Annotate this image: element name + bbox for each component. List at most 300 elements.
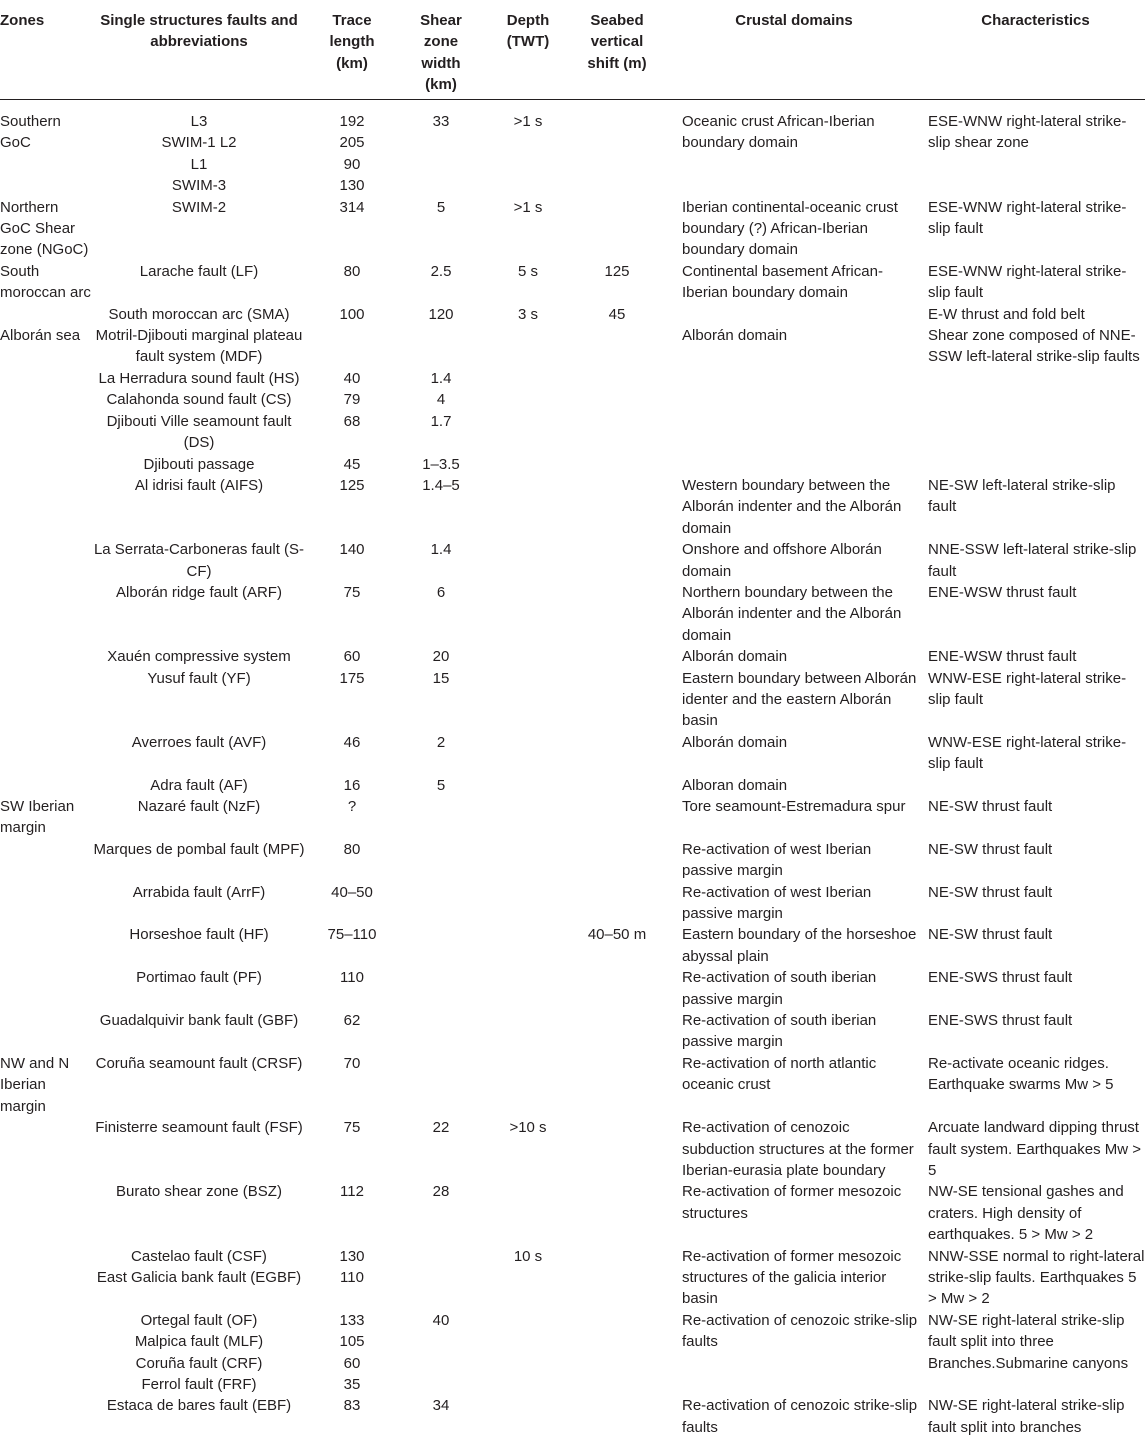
- crustal-cell: Onshore and offshore Alborán domain: [682, 541, 882, 580]
- shear-cell: 28: [432, 1183, 450, 1201]
- crustal-cell: Eastern boundary of the horseshoe abyssal plain: [682, 926, 917, 965]
- trace-cell-line: 192: [339, 113, 365, 130]
- zone-cell: NW and N Iberian margin: [0, 1054, 70, 1115]
- trace-cell: [306, 1117, 398, 1181]
- trace-cell-line: 35: [343, 1375, 361, 1393]
- structure-cell-line: Burato shear zone (BSZ): [116, 1183, 282, 1201]
- structure-cell: [92, 775, 306, 796]
- depth-cell: [484, 389, 572, 410]
- table-row: [0, 389, 1145, 410]
- structure-cell-line: L1: [190, 155, 208, 173]
- header-shear: Shear zone width (km): [420, 12, 462, 94]
- trace-cell-line: 68: [343, 412, 361, 430]
- structure-cell: [92, 796, 306, 839]
- structure-cell: [92, 261, 306, 304]
- shear-cell: 4: [436, 391, 446, 409]
- zone-cell: Southern GoC: [0, 113, 61, 152]
- characteristics-cell: [926, 454, 1145, 475]
- header-depth: Depth (TWT): [506, 12, 550, 51]
- structure-cell-line: Guadalquivir bank fault (GBF): [99, 1012, 299, 1030]
- seabed-cell: [572, 539, 662, 582]
- depth-cell: [484, 325, 572, 368]
- crustal-cell: Re-activation of north atlantic oceanic crust: [682, 1054, 877, 1094]
- structure-cell-line: Nazaré fault (NzF): [137, 798, 261, 815]
- zone-cell: [0, 475, 92, 539]
- shear-cell: [398, 924, 484, 967]
- shear-cell: [398, 1246, 484, 1310]
- crustal-cell: Re-activation of south iberian passive margin: [682, 1012, 877, 1051]
- seabed-cell: [572, 1246, 662, 1310]
- table-row: [0, 368, 1145, 389]
- characteristics-cell: NNE-SSW left-lateral strike-slip fault: [928, 541, 1137, 580]
- structure-cell-line: Alborán ridge fault (ARF): [116, 583, 282, 601]
- shear-cell: 15: [432, 669, 450, 687]
- trace-cell-line: 175: [339, 669, 365, 687]
- crustal-cell: [662, 411, 926, 454]
- depth-cell: [484, 539, 572, 582]
- trace-cell-line: 46: [343, 733, 361, 751]
- depth-cell: [484, 839, 572, 882]
- structure-cell-line: Calahonda sound fault (CS): [106, 391, 292, 409]
- structure-cell: [92, 582, 306, 646]
- table-row: [0, 1053, 1145, 1117]
- structure-cell: [92, 882, 306, 925]
- characteristics-cell: ESE-WNW right-lateral strike-slip fault: [928, 198, 1127, 238]
- depth-cell: [484, 1053, 572, 1117]
- crustal-cell: Oceanic crust African-Iberian boundary domain: [682, 113, 875, 152]
- trace-cell: [306, 1395, 398, 1438]
- crustal-cell: Re-activation of south iberian passive margin: [682, 969, 877, 1008]
- trace-cell-line: 62: [343, 1012, 361, 1030]
- seabed-cell: [572, 839, 662, 882]
- characteristics-cell: NNW-SSE normal to right-lateral strike-slip faults. Earthquakes 5 > Mw > 2: [928, 1247, 1145, 1308]
- trace-cell: [306, 839, 398, 882]
- characteristics-cell: NW-SE tensional gashes and craters. High density of earthquakes. 5 > Mw > 2: [928, 1183, 1124, 1244]
- shear-cell: [398, 1010, 484, 1053]
- shear-cell: [398, 839, 484, 882]
- characteristics-cell: NW-SE right-lateral strike-slip fault split into three Branches.Submarine canyons: [928, 1311, 1129, 1372]
- trace-cell-line: 314: [339, 198, 365, 216]
- characteristics-cell: ESE-WNW right-lateral strike-slip shear zone: [928, 113, 1127, 152]
- seabed-cell: [572, 882, 662, 925]
- structure-cell: [92, 668, 306, 732]
- table-row: [0, 304, 1145, 325]
- structure-cell-line: Ortegal fault (OF): [140, 1311, 258, 1329]
- trace-cell-line: 100: [339, 305, 365, 323]
- trace-cell-line: 80: [343, 262, 361, 280]
- crustal-cell: Western boundary between the Alborán indenter and the Alborán domain: [682, 476, 902, 537]
- structure-cell-line: Larache fault (LF): [139, 262, 259, 280]
- trace-cell-line: 83: [343, 1397, 361, 1415]
- shear-cell: [398, 325, 484, 368]
- crustal-cell: Re-activation of west Iberian passive margin: [682, 840, 872, 880]
- crustal-cell: [662, 454, 926, 475]
- zone-cell: Northern GoC Shear zone (NGoC): [0, 198, 89, 259]
- trace-cell-line: 79: [343, 391, 361, 409]
- table-row: [0, 839, 1145, 882]
- crustal-cell: Alborán domain: [682, 648, 788, 666]
- table-row: [0, 582, 1145, 646]
- shear-cell: 22: [432, 1119, 450, 1137]
- zone-cell: [0, 967, 92, 1010]
- shear-cell: 120: [428, 305, 454, 323]
- structure-cell: [92, 111, 306, 197]
- structure-cell: [92, 1053, 306, 1117]
- trace-cell-line: 75: [343, 583, 361, 601]
- characteristics-cell: WNW-ESE right-lateral strike-slip fault: [928, 669, 1127, 708]
- trace-cell-line: 70: [343, 1054, 361, 1072]
- table-row: [0, 1010, 1145, 1053]
- crustal-cell: [662, 304, 926, 325]
- table-row: [0, 411, 1145, 454]
- depth-cell: [484, 732, 572, 775]
- zone-cell: [0, 539, 92, 582]
- structure-cell-line: Portimao fault (PF): [136, 969, 262, 987]
- zone-cell: [0, 775, 92, 796]
- structure-cell: [92, 304, 306, 325]
- shear-cell: 2.5: [430, 262, 452, 280]
- structure-cell: [92, 1117, 306, 1181]
- shear-cell: [398, 882, 484, 925]
- shear-cell: 1.4: [430, 541, 452, 559]
- structure-cell-line: L3: [190, 113, 208, 130]
- shear-cell: [398, 796, 484, 839]
- zone-cell: [0, 839, 92, 882]
- structure-cell-line: Xauén compressive system: [107, 648, 291, 666]
- trace-cell-line: 16: [343, 776, 361, 794]
- shear-cell: 34: [432, 1397, 450, 1415]
- crustal-cell: Re-activation of former mesozoic structures of the galicia interior basin: [682, 1247, 902, 1308]
- seabed-cell: [572, 668, 662, 732]
- seabed-cell: [572, 1181, 662, 1245]
- table-row: [0, 967, 1145, 1010]
- shear-cell: 6: [436, 583, 446, 601]
- shear-cell: 40: [432, 1311, 450, 1329]
- characteristics-cell: NW-SE right-lateral strike-slip fault split into branches: [928, 1397, 1125, 1436]
- structure-cell-line: Coruña fault (CRF): [135, 1354, 263, 1372]
- zone-cell: [0, 1117, 92, 1181]
- seabed-cell: [572, 111, 662, 197]
- trace-cell-line: 60: [343, 648, 361, 666]
- seabed-cell: [572, 475, 662, 539]
- zone-cell: [0, 882, 92, 925]
- header-characteristics: Characteristics: [981, 12, 1090, 29]
- structure-cell: [92, 197, 306, 261]
- table-row: [0, 882, 1145, 925]
- header-trace: Trace length (km): [329, 12, 375, 72]
- table-row: [0, 261, 1145, 304]
- trace-cell: [306, 1310, 398, 1396]
- depth-cell: [484, 454, 572, 475]
- crustal-cell: Alboran domain: [682, 776, 788, 794]
- structure-cell-line: Djibouti Ville seamount fault (DS): [106, 412, 292, 452]
- trace-cell-line: 75: [343, 1119, 361, 1137]
- characteristics-cell: NE-SW thrust fault: [928, 926, 1053, 944]
- table-row: [0, 1246, 1145, 1310]
- zone-cell: [0, 1395, 92, 1438]
- trace-cell-line: 40–50: [331, 883, 373, 901]
- header-row: [0, 0, 1145, 98]
- trace-cell: [306, 411, 398, 454]
- crustal-cell: Alborán domain: [682, 733, 788, 751]
- structure-cell-line: Coruña seamount fault (CRSF): [95, 1054, 303, 1072]
- trace-cell-line: 140: [339, 541, 365, 559]
- structure-cell: [92, 1395, 306, 1438]
- zone-cell: South moroccan arc: [0, 262, 91, 302]
- shear-cell: 1.7: [430, 412, 452, 430]
- trace-cell: [306, 646, 398, 667]
- shear-cell: 33: [432, 113, 450, 130]
- seabed-cell: [572, 1395, 662, 1438]
- trace-cell-line: 60: [343, 1354, 361, 1372]
- seabed-cell: [572, 368, 662, 389]
- trace-cell: [306, 796, 398, 839]
- crustal-cell: Alborán domain: [682, 327, 788, 345]
- crustal-cell: Re-activation of former mesozoic structures: [682, 1183, 902, 1222]
- trace-cell-line: 125: [339, 476, 365, 494]
- structure-cell: [92, 839, 306, 882]
- depth-cell: >1 s: [513, 198, 543, 216]
- zone-cell: [0, 646, 92, 667]
- table-row: [0, 646, 1145, 667]
- seabed-cell: [572, 775, 662, 796]
- table-row: [0, 796, 1145, 839]
- seabed-cell: [572, 646, 662, 667]
- characteristics-cell: ESE-WNW right-lateral strike-slip fault: [928, 262, 1127, 302]
- depth-cell: [484, 924, 572, 967]
- zone-cell: [0, 668, 92, 732]
- crustal-cell: [662, 368, 926, 389]
- structure-cell-line: Finisterre seamount fault (FSF): [95, 1119, 303, 1137]
- characteristics-cell: NE-SW thrust fault: [928, 883, 1053, 901]
- structure-cell-line: Estaca de bares fault (EBF): [106, 1397, 292, 1415]
- trace-cell: [306, 368, 398, 389]
- characteristics-cell: NE-SW thrust fault: [928, 798, 1053, 815]
- zone-cell: [0, 1181, 92, 1245]
- structure-cell: [92, 539, 306, 582]
- trace-cell: [306, 325, 398, 368]
- structure-cell-line: Adra fault (AF): [150, 776, 248, 794]
- trace-cell: [306, 1010, 398, 1053]
- shear-cell: 1–3.5: [422, 455, 460, 473]
- zone-cell: SW Iberian margin: [0, 798, 75, 837]
- depth-cell: [484, 582, 572, 646]
- depth-cell: 10 s: [513, 1247, 543, 1265]
- trace-cell: [306, 261, 398, 304]
- zone-cell: [0, 1310, 92, 1396]
- structure-cell-line: La Herradura sound fault (HS): [98, 369, 300, 387]
- seabed-cell: [572, 732, 662, 775]
- trace-cell: [306, 475, 398, 539]
- depth-cell: [484, 646, 572, 667]
- characteristics-cell: [926, 775, 1145, 796]
- trace-cell-line: 133: [339, 1311, 365, 1329]
- crustal-cell: [662, 389, 926, 410]
- zone-cell: [0, 732, 92, 775]
- structure-cell-line: SWIM-2: [171, 198, 227, 216]
- trace-cell-line: 45: [343, 455, 361, 473]
- depth-cell: [484, 411, 572, 454]
- structure-cell-line: SWIM-1 L2: [161, 134, 237, 152]
- structure-cell-line: Castelao fault (CSF): [131, 1247, 267, 1265]
- shear-cell: 20: [432, 648, 450, 666]
- shear-cell: 1.4–5: [422, 476, 460, 494]
- seabed-cell: [572, 796, 662, 839]
- structure-cell: [92, 732, 306, 775]
- structure-cell-line: SWIM-3: [171, 177, 227, 195]
- header-zones: Zones: [0, 12, 45, 29]
- seabed-cell: [572, 1053, 662, 1117]
- structure-cell-line: Marques de pombal fault (MPF): [93, 840, 305, 858]
- trace-cell: [306, 304, 398, 325]
- seabed-cell: [572, 389, 662, 410]
- trace-cell-line: 110: [340, 1268, 364, 1286]
- depth-cell: [484, 775, 572, 796]
- depth-cell: >1 s: [513, 113, 543, 130]
- structure-cell-line: Al idrisi fault (AIFS): [134, 476, 264, 494]
- structure-cell-line: East Galicia bank fault (EGBF): [96, 1268, 302, 1286]
- trace-cell-line: 90: [343, 155, 361, 173]
- zone-cell: [0, 924, 92, 967]
- table-row: [0, 668, 1145, 732]
- depth-cell: >10 s: [509, 1119, 547, 1137]
- shear-cell: 1.4: [430, 369, 452, 387]
- zone-cell: [0, 304, 92, 325]
- crustal-cell: Re-activation of cenozoic subduction structures at the former Iberian-eurasia plate boundary: [682, 1119, 914, 1179]
- zone-cell: [0, 1010, 92, 1053]
- crustal-cell: Eastern boundary between Alborán identer and the eastern Alborán basin: [682, 669, 917, 730]
- header-structures: Single structures faults and abbreviations: [100, 12, 298, 51]
- depth-cell: [484, 368, 572, 389]
- depth-cell: [484, 1010, 572, 1053]
- characteristics-cell: Re-activate oceanic ridges. Earthquake swarms Mw > 5: [928, 1054, 1114, 1094]
- table-row: [0, 475, 1145, 539]
- structure-cell: [92, 1310, 306, 1396]
- structure-cell: [92, 1246, 306, 1310]
- depth-cell: 3 s: [517, 305, 538, 323]
- seabed-cell: [572, 1117, 662, 1181]
- shear-cell: [398, 967, 484, 1010]
- structure-cell: [92, 411, 306, 454]
- table-row: [0, 197, 1145, 261]
- trace-cell-line: 40: [343, 369, 361, 387]
- characteristics-cell: NE-SW left-lateral strike-slip fault: [928, 476, 1116, 516]
- table-row: [0, 732, 1145, 775]
- seabed-cell: 40–50 m: [587, 926, 647, 944]
- seabed-cell: 45: [608, 305, 626, 323]
- shear-cell: 5: [436, 198, 446, 216]
- table-row: [0, 454, 1145, 475]
- structure-cell: [92, 475, 306, 539]
- characteristics-cell: ENE-SWS thrust fault: [928, 969, 1073, 987]
- seabed-cell: [572, 1310, 662, 1396]
- depth-cell: [484, 668, 572, 732]
- zone-cell: [0, 1246, 92, 1310]
- structure-cell: [92, 1010, 306, 1053]
- seabed-cell: [572, 1010, 662, 1053]
- seabed-cell: [572, 967, 662, 1010]
- characteristics-cell: WNW-ESE right-lateral strike-slip fault: [928, 733, 1127, 773]
- zone-cell: [0, 582, 92, 646]
- depth-cell: 5 s: [517, 262, 538, 280]
- structure-cell-line: Arrabida fault (ArrF): [132, 883, 266, 901]
- structure-cell-line: Averroes fault (AVF): [131, 733, 267, 751]
- crustal-cell: Re-activation of west Iberian passive margin: [682, 883, 872, 923]
- structure-cell-line: La Serrata-Carboneras fault (S-CF): [93, 541, 305, 580]
- trace-cell: [306, 668, 398, 732]
- crustal-cell: Re-activation of cenozoic strike-slip faults: [682, 1311, 918, 1351]
- shear-cell: 2: [436, 733, 446, 751]
- trace-cell: [306, 1053, 398, 1117]
- structure-cell-line: Yusuf fault (YF): [147, 669, 251, 687]
- trace-cell-line: 130: [339, 1247, 365, 1265]
- trace-cell: [306, 454, 398, 475]
- structure-cell-line: Djibouti passage: [143, 455, 255, 473]
- trace-cell: [306, 539, 398, 582]
- trace-cell: [306, 732, 398, 775]
- structure-cell: [92, 967, 306, 1010]
- shear-cell: 5: [436, 776, 446, 794]
- spacer-row: [0, 98, 1145, 111]
- characteristics-cell: Shear zone composed of NNE-SSW left-lateral strike-slip faults: [928, 327, 1140, 366]
- structure-cell: [92, 389, 306, 410]
- trace-cell: [306, 389, 398, 410]
- crustal-cell: Continental basement African-Iberian boundary domain: [682, 262, 883, 302]
- depth-cell: [484, 967, 572, 1010]
- structure-cell: [92, 454, 306, 475]
- trace-cell-line: 80: [343, 840, 361, 858]
- trace-cell-line: 75–110: [327, 926, 377, 944]
- table-row: [0, 325, 1145, 368]
- trace-cell: [306, 882, 398, 925]
- crustal-cell: Tore seamount-Estremadura spur: [682, 798, 906, 815]
- structure-cell-line: South moroccan arc (SMA): [108, 305, 290, 323]
- table-row: [0, 924, 1145, 967]
- characteristics-cell: [926, 389, 1145, 410]
- trace-cell: [306, 775, 398, 796]
- seabed-cell: [572, 197, 662, 261]
- trace-cell-line: ?: [347, 798, 357, 815]
- table-row: [0, 111, 1145, 197]
- trace-cell: [306, 111, 398, 197]
- seabed-cell: [572, 325, 662, 368]
- zone-cell: [0, 389, 92, 410]
- table-row: [0, 539, 1145, 582]
- table-row: [0, 1181, 1145, 1245]
- seabed-cell: [572, 582, 662, 646]
- structure-cell: [92, 1181, 306, 1245]
- trace-cell: [306, 1246, 398, 1310]
- trace-cell-line: 110: [340, 969, 364, 987]
- depth-cell: [484, 796, 572, 839]
- trace-cell: [306, 924, 398, 967]
- crustal-cell: Northern boundary between the Alborán indenter and the Alborán domain: [682, 583, 902, 644]
- structure-cell-line: Horseshoe fault (HF): [129, 926, 269, 944]
- characteristics-cell: Arcuate landward dipping thrust fault system. Earthquakes Mw > 5: [928, 1119, 1142, 1179]
- shear-cell: [398, 1053, 484, 1117]
- table-row: [0, 1395, 1145, 1438]
- crustal-cell: Iberian continental-oceanic crust boundary (?) African-Iberian boundary domain: [682, 198, 898, 259]
- depth-cell: [484, 475, 572, 539]
- characteristics-cell: ENE-WSW thrust fault: [928, 648, 1077, 666]
- trace-cell-line: 105: [339, 1333, 365, 1351]
- structure-cell-line: Malpica fault (MLF): [134, 1333, 264, 1351]
- trace-cell-line: 112: [340, 1183, 364, 1201]
- depth-cell: [484, 1181, 572, 1245]
- depth-cell: [484, 1395, 572, 1438]
- table-row: [0, 1117, 1145, 1181]
- seabed-cell: [572, 411, 662, 454]
